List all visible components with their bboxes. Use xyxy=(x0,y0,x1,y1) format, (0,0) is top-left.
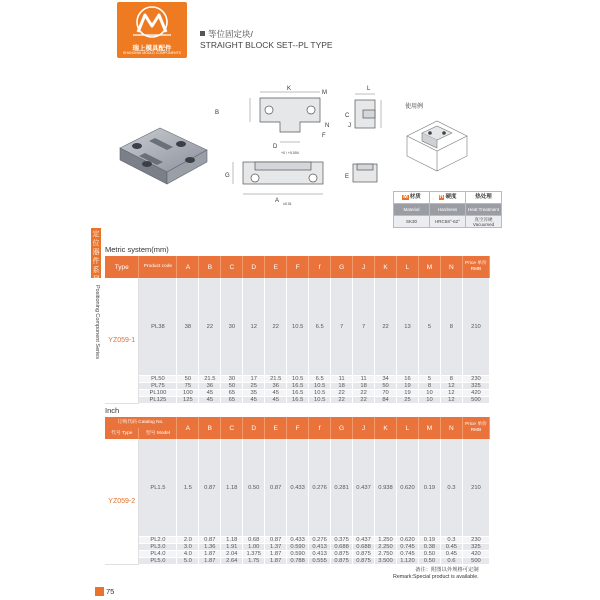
inch-spec-table xyxy=(105,417,490,565)
technical-drawing xyxy=(205,82,385,212)
inch-col-header: L xyxy=(397,417,419,439)
heat-treatment-value: 真空淬硬 Vacuumed xyxy=(466,216,502,228)
metric-value-cell: 18 xyxy=(331,383,353,390)
inch-value-cell: 1.5 xyxy=(177,439,199,537)
inch-value-cell: 1.375 xyxy=(243,551,265,558)
metric-value-cell: 22 xyxy=(265,278,287,376)
inch-price-cell: 420 xyxy=(462,551,489,558)
metric-value-cell: 10.5 xyxy=(309,397,331,404)
title-en: STRAIGHT BLOCK SET--PL TYPE xyxy=(200,40,333,50)
metric-value-cell: 45 xyxy=(199,390,221,397)
metric-col-header: f xyxy=(309,256,331,278)
inch-section-title: Inch xyxy=(105,406,120,415)
inch-value-cell: 1.120 xyxy=(397,558,419,565)
inch-value-cell: 1.75 xyxy=(243,558,265,565)
metric-product-code-cell: PL125 xyxy=(139,397,177,404)
inch-table-row xyxy=(105,544,490,551)
metric-col-header: N xyxy=(440,256,462,278)
inch-value-cell: 0.87 xyxy=(265,439,287,537)
inch-value-cell: 0.87 xyxy=(199,439,221,537)
inch-col-header: A xyxy=(177,417,199,439)
metric-value-cell: 22 xyxy=(331,397,353,404)
metric-price-cell: 230 xyxy=(462,376,489,383)
inch-value-cell: 0.3 xyxy=(440,439,462,537)
metric-value-cell: 16.5 xyxy=(287,390,309,397)
metric-col-header: D xyxy=(243,256,265,278)
inch-value-cell: 0.745 xyxy=(397,551,419,558)
logo-name-en: SHANGHAI MOULD COMPONENTS xyxy=(123,51,181,55)
logo-name-cn: 瑞上模具配件 xyxy=(132,45,172,52)
inch-value-cell: 0.276 xyxy=(309,439,331,537)
inch-product-code-cell: PL2.0 xyxy=(139,537,177,544)
inch-table-row xyxy=(105,558,490,565)
dim-b-label: B xyxy=(215,110,220,116)
inch-value-cell: 0.433 xyxy=(287,439,309,537)
inch-value-cell: 0.620 xyxy=(397,439,419,537)
page-number: 75 xyxy=(106,587,115,596)
metric-price-cell: 210 xyxy=(462,278,489,376)
inch-value-cell: 2.750 xyxy=(375,551,397,558)
metric-value-cell: 25 xyxy=(243,383,265,390)
inch-value-cell: 0.68 xyxy=(243,537,265,544)
metric-value-cell: 30 xyxy=(221,376,243,383)
inch-value-cell: 0.875 xyxy=(331,558,353,565)
inch-value-cell: 0.45 xyxy=(440,544,462,551)
hardness-value: HRC58°-62° xyxy=(430,216,466,228)
metric-value-cell: 13 xyxy=(397,278,419,376)
metric-value-cell: 12 xyxy=(243,278,265,376)
metric-value-cell: 45 xyxy=(265,397,287,404)
metric-value-cell: 11 xyxy=(353,376,375,383)
metric-product-code-cell: PL75 xyxy=(139,383,177,390)
heat-treatment-header: 热处理 xyxy=(466,192,502,204)
metric-col-header: L xyxy=(397,256,419,278)
remark-note xyxy=(393,567,479,581)
metric-value-cell: 7 xyxy=(353,278,375,376)
metric-value-cell: 10 xyxy=(418,390,440,397)
metric-table-row xyxy=(105,397,490,404)
metric-value-cell: 10 xyxy=(418,397,440,404)
metric-value-cell: 22 xyxy=(331,390,353,397)
metric-value-cell: 45 xyxy=(265,390,287,397)
inch-product-code-cell: PL3.0 xyxy=(139,544,177,551)
inch-value-cell: 1.36 xyxy=(199,544,221,551)
inch-value-cell: 1.91 xyxy=(221,544,243,551)
metric-value-cell: 21.5 xyxy=(265,376,287,383)
metric-value-cell: 16 xyxy=(397,376,419,383)
inch-value-cell: 0.50 xyxy=(418,551,440,558)
company-logo xyxy=(117,2,187,58)
metric-value-cell: 10.5 xyxy=(287,278,309,376)
inch-value-cell: 0.50 xyxy=(418,558,440,565)
inch-value-cell: 0.745 xyxy=(397,544,419,551)
metric-col-header: E xyxy=(265,256,287,278)
dim-g-label: G xyxy=(225,173,230,179)
metric-value-cell: 6.5 xyxy=(309,278,331,376)
inch-value-cell: 0.555 xyxy=(309,558,331,565)
material-header: M 材质 xyxy=(394,192,430,204)
inch-value-cell: 0.413 xyxy=(309,551,331,558)
inch-value-cell: 5.0 xyxy=(177,558,199,565)
metric-type-label: YZ059-1 xyxy=(105,278,139,404)
inch-value-cell: 0.3 xyxy=(440,537,462,544)
remark-cn: 备注：附图以外规格可定制 xyxy=(415,567,479,573)
metric-value-cell: 50 xyxy=(221,383,243,390)
dim-a-tolerance: ±0.01 xyxy=(283,202,292,206)
inch-value-cell: 1.00 xyxy=(243,544,265,551)
metric-value-cell: 6.5 xyxy=(309,376,331,383)
metric-value-cell: 22 xyxy=(353,397,375,404)
metric-value-cell: 5 xyxy=(418,376,440,383)
metric-value-cell: 100 xyxy=(177,390,199,397)
inch-value-cell: 0.590 xyxy=(287,544,309,551)
metric-value-cell: 125 xyxy=(177,397,199,404)
metric-col-header: C xyxy=(221,256,243,278)
title-cn: 等位固定块/ xyxy=(208,29,253,39)
inch-value-cell: 0.437 xyxy=(353,439,375,537)
inch-model-header: 型号 Model xyxy=(139,428,177,439)
metric-price-header: Price 单价 RMB xyxy=(462,256,489,278)
inch-value-cell: 1.18 xyxy=(221,439,243,537)
inch-value-cell: 0.45 xyxy=(440,551,462,558)
inch-value-cell: 0.50 xyxy=(243,439,265,537)
inch-value-cell: 0.788 xyxy=(287,558,309,565)
metric-spec-table xyxy=(105,256,490,404)
metric-value-cell: 65 xyxy=(221,390,243,397)
inch-price-header: Price 单价 RMB xyxy=(462,417,489,439)
inch-value-cell: 0.19 xyxy=(418,439,440,537)
inch-value-cell: 0.276 xyxy=(309,537,331,544)
metric-value-cell: 17 xyxy=(243,376,265,383)
inch-value-cell: 0.620 xyxy=(397,537,419,544)
inch-value-cell: 0.688 xyxy=(353,544,375,551)
metric-value-cell: 25 xyxy=(397,397,419,404)
inch-value-cell: 0.38 xyxy=(418,544,440,551)
metric-price-cell: 500 xyxy=(462,397,489,404)
dim-k-label: K xyxy=(287,86,292,92)
inch-value-cell: 0.413 xyxy=(309,544,331,551)
inch-table-row xyxy=(105,551,490,558)
inch-col-header: D xyxy=(243,417,265,439)
inch-value-cell: 1.87 xyxy=(199,551,221,558)
metric-value-cell: 38 xyxy=(177,278,199,376)
inch-col-header: N xyxy=(440,417,462,439)
metric-value-cell: 36 xyxy=(265,383,287,390)
metric-value-cell: 8 xyxy=(440,376,462,383)
inch-value-cell: 1.87 xyxy=(265,551,287,558)
inch-col-header: F xyxy=(287,417,309,439)
metric-product-code-cell: PL100 xyxy=(139,390,177,397)
material-value: SK30 xyxy=(394,216,430,228)
inch-price-cell: 500 xyxy=(462,558,489,565)
metric-price-cell: 420 xyxy=(462,390,489,397)
inch-value-cell: 2.0 xyxy=(177,537,199,544)
metric-value-cell: 75 xyxy=(177,383,199,390)
metric-value-cell: 18 xyxy=(353,383,375,390)
metric-value-cell: 50 xyxy=(375,383,397,390)
dim-l-label: L xyxy=(367,86,371,92)
metric-value-cell: 16.5 xyxy=(287,383,309,390)
metric-value-cell: 7 xyxy=(331,278,353,376)
material-header-en: Material xyxy=(394,204,430,216)
inch-type-label: YZ059-2 xyxy=(105,439,139,565)
inch-value-cell: 0.433 xyxy=(287,537,309,544)
metric-value-cell: 34 xyxy=(375,376,397,383)
metric-value-cell: 19 xyxy=(397,383,419,390)
inch-col-header: K xyxy=(375,417,397,439)
metric-table-row xyxy=(105,376,490,383)
inch-value-cell: 2.04 xyxy=(221,551,243,558)
dim-d-label: D xyxy=(273,144,278,150)
sidebar-label-cn: 定 位 器 件 系 列 xyxy=(92,231,100,283)
inch-product-code-cell: PL4.0 xyxy=(139,551,177,558)
metric-col-header: B xyxy=(199,256,221,278)
inch-value-cell: 0.875 xyxy=(353,551,375,558)
dim-c-label: C xyxy=(345,113,350,119)
inch-product-code-cell: PL5.0 xyxy=(139,558,177,565)
title-bullet-icon xyxy=(200,31,205,36)
inch-col-header: G xyxy=(331,417,353,439)
dim-a-label: A xyxy=(275,198,280,204)
inch-value-cell: 1.37 xyxy=(265,544,287,551)
metric-table-row xyxy=(105,390,490,397)
inch-value-cell: 0.281 xyxy=(331,439,353,537)
metric-table-row xyxy=(105,278,490,376)
metric-value-cell: 65 xyxy=(221,397,243,404)
inch-catalog-header: 订购代码 Catalog No. xyxy=(105,417,177,428)
metric-value-cell: 36 xyxy=(199,383,221,390)
metric-value-cell: 19 xyxy=(397,390,419,397)
usage-example-label: 使用例 xyxy=(405,104,424,110)
dim-e-label: E xyxy=(345,174,350,180)
inch-value-cell: 0.375 xyxy=(331,537,353,544)
metric-product-code-cell: PL38 xyxy=(139,278,177,376)
metric-value-cell: 12 xyxy=(440,390,462,397)
metric-value-cell: 70 xyxy=(375,390,397,397)
inch-value-cell: 3.500 xyxy=(375,558,397,565)
inch-price-cell: 210 xyxy=(462,439,489,537)
metric-col-header: G xyxy=(331,256,353,278)
inch-price-cell: 325 xyxy=(462,544,489,551)
inch-value-cell: 0.688 xyxy=(331,544,353,551)
inch-value-cell: 4.0 xyxy=(177,551,199,558)
metric-value-cell: 11 xyxy=(331,376,353,383)
metric-value-cell: 45 xyxy=(199,397,221,404)
remark-en: Remark:Special product is available. xyxy=(393,574,479,580)
metric-value-cell: 84 xyxy=(375,397,397,404)
metric-col-header: K xyxy=(375,256,397,278)
metric-product-code-cell: PL50 xyxy=(139,376,177,383)
inch-table-row xyxy=(105,537,490,544)
metric-value-cell: 22 xyxy=(199,278,221,376)
usage-example-illustration xyxy=(402,111,472,176)
metric-value-cell: 8 xyxy=(440,278,462,376)
sidebar-label-en: Positioning Component Series xyxy=(94,285,100,359)
inch-value-cell: 1.250 xyxy=(375,537,397,544)
inch-value-cell: 0.87 xyxy=(199,537,221,544)
metric-value-cell: 8 xyxy=(418,383,440,390)
page-title xyxy=(200,29,333,51)
dim-f-label: F xyxy=(322,133,326,139)
metric-col-header: J xyxy=(353,256,375,278)
logo-emblem-icon xyxy=(117,2,187,44)
heat-treatment-header-en: Heat Treatment xyxy=(466,204,502,216)
metric-price-cell: 325 xyxy=(462,383,489,390)
metric-value-cell: 16.5 xyxy=(287,397,309,404)
metric-value-cell: 22 xyxy=(353,390,375,397)
inch-value-cell: 1.87 xyxy=(265,558,287,565)
metric-value-cell: 30 xyxy=(221,278,243,376)
metric-value-cell: 22 xyxy=(375,278,397,376)
metric-value-cell: 12 xyxy=(440,383,462,390)
hardness-header: H 硬度 xyxy=(430,192,466,204)
inch-value-cell: 0.6 xyxy=(440,558,462,565)
inch-value-cell: 0.875 xyxy=(353,558,375,565)
dim-m-label: M xyxy=(322,90,327,96)
product-photo xyxy=(115,120,210,195)
inch-value-cell: 1.18 xyxy=(221,537,243,544)
metric-table-body xyxy=(105,278,490,404)
inch-value-cell: 0.87 xyxy=(265,537,287,544)
metric-col-header: M xyxy=(418,256,440,278)
inch-value-cell: 0.437 xyxy=(353,537,375,544)
inch-col-header: C xyxy=(221,417,243,439)
inch-table-row xyxy=(105,439,490,537)
inch-col-header: M xyxy=(418,417,440,439)
inch-value-cell: 0.875 xyxy=(331,551,353,558)
inch-col-header: J xyxy=(353,417,375,439)
inch-col-header: E xyxy=(265,417,287,439)
inch-value-cell: 2.64 xyxy=(221,558,243,565)
inch-col-header: B xyxy=(199,417,221,439)
inch-product-code-cell: PL1.5 xyxy=(139,439,177,537)
metric-value-cell: 35 xyxy=(243,390,265,397)
inch-value-cell: 0.19 xyxy=(418,537,440,544)
metric-col-header: A xyxy=(177,256,199,278)
dim-j-label: J xyxy=(348,123,351,129)
inch-value-cell: 0.590 xyxy=(287,551,309,558)
inch-table-body xyxy=(105,439,490,565)
metric-value-cell: 12 xyxy=(440,397,462,404)
metric-type-header: Type xyxy=(105,256,139,278)
inch-price-cell: 230 xyxy=(462,537,489,544)
dim-n-label: N xyxy=(325,123,330,129)
metric-product-code-header: Product code xyxy=(139,256,177,278)
metric-value-cell: 5 xyxy=(418,278,440,376)
metric-value-cell: 10.5 xyxy=(309,383,331,390)
dim-d-tolerance: +0 / +0.004 xyxy=(281,151,299,155)
inch-value-cell: 1.87 xyxy=(199,558,221,565)
material-table xyxy=(393,191,502,228)
metric-table-row xyxy=(105,383,490,390)
inch-col-header: f xyxy=(309,417,331,439)
metric-value-cell: 45 xyxy=(243,397,265,404)
page-number-marker-icon xyxy=(95,587,104,596)
metric-section-title: Metric system(mm) xyxy=(105,245,169,254)
metric-value-cell: 50 xyxy=(177,376,199,383)
metric-value-cell: 10.5 xyxy=(309,390,331,397)
inch-value-cell: 2.250 xyxy=(375,544,397,551)
inch-type-header: 代号 Type xyxy=(105,428,139,439)
metric-col-header: F xyxy=(287,256,309,278)
metric-value-cell: 21.5 xyxy=(199,376,221,383)
inch-value-cell: 3.0 xyxy=(177,544,199,551)
inch-value-cell: 0.938 xyxy=(375,439,397,537)
metric-value-cell: 10.5 xyxy=(287,376,309,383)
hardness-header-en: Hardness xyxy=(430,204,466,216)
